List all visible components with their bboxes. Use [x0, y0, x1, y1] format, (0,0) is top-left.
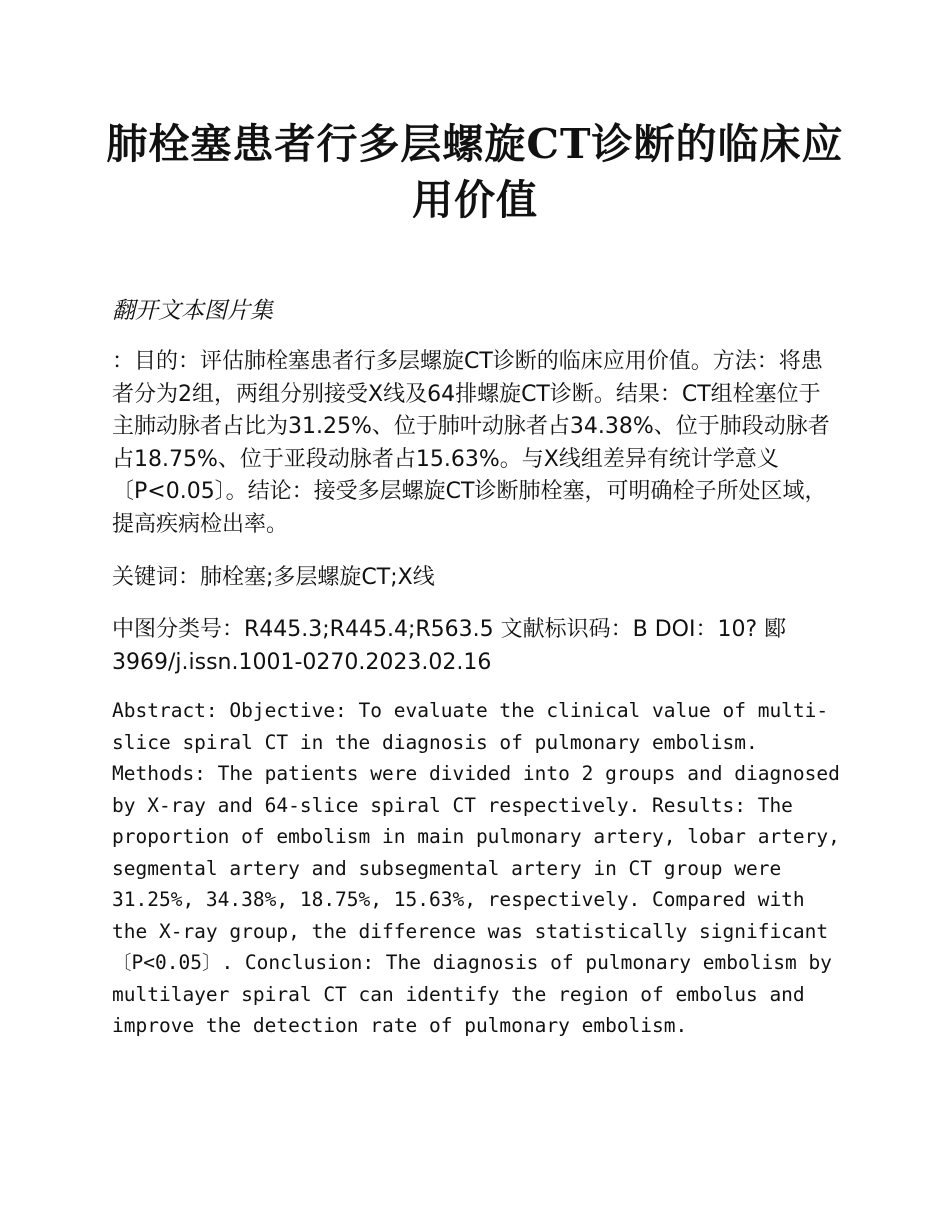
keywords-line: 关键词：肺栓塞;多层螺旋CT;X线: [112, 565, 435, 590]
document-subtitle: 翻开文本图片集: [112, 298, 273, 324]
classification-line: 中图分类号：R445.3;R445.4;R563.5 文献标识码：B DOI：10? 郾3969/j.issn.1001-0270.2023.02.16: [112, 617, 787, 675]
english-abstract: Abstract: Objective: To evaluate the clinical value of multi-slice spiral CT in the diagnosis of pulmonary embolism. Methods: The patients were divided into 2 groups and diagnosed by X-ray and 64-slice spiral CT respectively. Results: The proportion of embolism in main pulmonary artery, lobar artery, segmental artery and subsegmental artery in CT group were 31.25%, 34.38%, 18.75%, 15.63%, respectively. Compared with the X-ray group, the difference was statistically significant 〔P<0.05〕. Conclusion: The diagnosis of pulmonary embolism by multilayer spiral CT can identify the region of embolus and improve the detection rate of pulmonary embolism.: [112, 699, 840, 1037]
chinese-abstract: ：目的：评估肺栓塞患者行多层螺旋CT诊断的临床应用价值。方法：将患者分为2组，两组分别接受X线及64排螺旋CT诊断。结果：CT组栓塞位于主肺动脉者占比为31.25%、位于肺叶动脉者占34.38%、位于肺段动脉者占18.75%、位于亚段动脉者占15.63%。与X线组差异有统计学意义〔P<0.05〕。结论：接受多层螺旋CT诊断肺栓塞，可明确栓子所处区域，提高疾病检出率。: [112, 349, 830, 537]
document-title: 肺栓塞患者行多层螺旋CT诊断的临床应用价值: [106, 120, 844, 224]
